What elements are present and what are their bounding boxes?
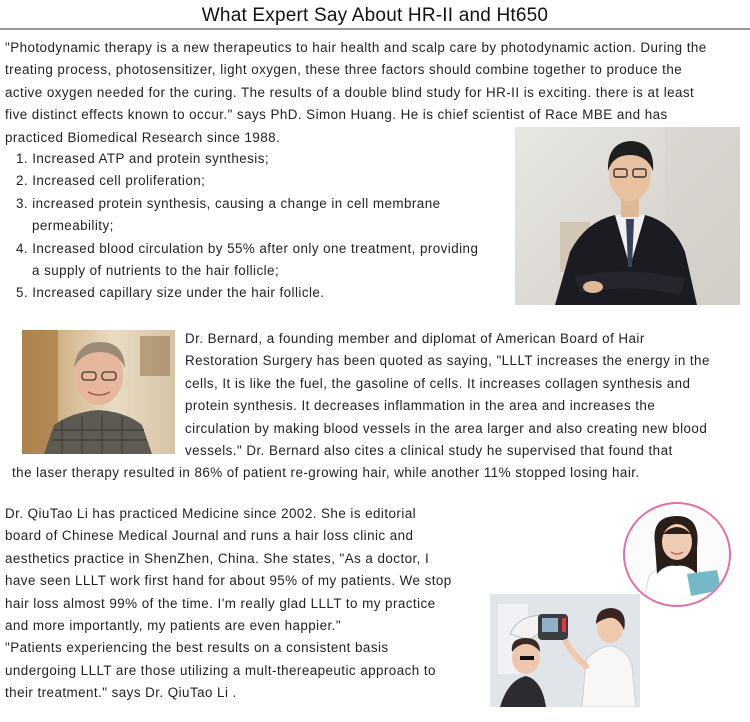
list-item-continuation: permeability; (32, 218, 114, 234)
text-line: Restoration Surgery has been quoted as saying, "LLLT increases the energy in the (185, 353, 710, 369)
text-line: circulation by making blood vessels in the area larger and also creating new blood (185, 420, 708, 436)
text-line: "Patients experiencing the best results on a consistent basis (5, 640, 389, 656)
simon-huang-photo (515, 127, 740, 305)
title-bar (0, 4, 750, 30)
dr-bernard-quote (185, 328, 710, 462)
list-item-continuation: a supply of nutrients to the hair follicle; (32, 263, 280, 279)
lllt-treatment-photo (490, 594, 640, 707)
text-line: the laser therapy resulted in 86% of patient re-growing hair, while another 11% stopped losing hair. (12, 465, 640, 480)
text-line: practiced Biomedical Research since 1988. (5, 129, 281, 145)
text-line: Dr. Bernard, a founding member and diplomat of American Board of Hair (185, 331, 645, 346)
list-item: 4. Increased blood circulation by 55% after only one treatment, providing (16, 240, 479, 256)
text-line: and more importantly, my patients are even happier." (5, 618, 342, 634)
text-line: aesthetics practice in ShenZhen, China. She states, "As a doctor, I (5, 550, 430, 566)
text-line: "Photodynamic therapy is a new therapeutics to hair health and scalp care by photodynamic action. During the (5, 40, 707, 55)
text-line: board of Chinese Medical Journal and runs a hair loss clinic and (5, 528, 414, 544)
page-title: What Expert Say About HR-II and Ht650 (201, 5, 549, 26)
dr-bernard-quote-end (12, 462, 640, 484)
text-line: active oxygen needed for the curing. The results of a double blind study for HR-II is exciting. there is at least (5, 84, 695, 100)
list-item: 2. Increased cell proliferation; (16, 173, 206, 189)
text-line: vessels." Dr. Bernard also cites a clinical study he supervised that found that (185, 443, 673, 459)
list-item: 5. Increased capillary size under the hair follicle. (16, 285, 325, 301)
text-line: their treatment." says Dr. QiuTao Li . (5, 685, 237, 701)
text-line: treating process, photosensitizer, light oxygen, these three factors should combine together to produce the (5, 62, 683, 78)
text-line: have seen LLLT work first hand for about 95% of my patients. We stop (5, 573, 452, 589)
effects-list (16, 148, 478, 305)
text-line: cells, It is like the fuel, the gasoline of cells. It increases collagen synthesis and (185, 375, 691, 391)
list-item: 3. increased protein synthesis, causing a change in cell membrane (16, 195, 441, 211)
text-line: undergoing LLLT are those utilizing a mult-thereapeutic approach to (5, 662, 436, 678)
dr-qiutao-li-quote (5, 503, 452, 705)
text-line: hair loss almost 99% of the time. I'm really glad LLLT to my practice (5, 595, 436, 611)
text-line: Dr. QiuTao Li has practiced Medicine since 2002. She is editorial (5, 506, 417, 521)
text-line: five distinct effects known to occur." says PhD. Simon Huang. He is chief scientist of Race MBE and has (5, 107, 668, 123)
dr-qiutao-li-photo (623, 502, 731, 607)
text-line: protein synthesis. It decreases inflammation in the area and increases the (185, 398, 656, 414)
list-item: 1. Increased ATP and protein synthesis; (16, 151, 270, 166)
dr-bernard-photo (22, 330, 175, 454)
